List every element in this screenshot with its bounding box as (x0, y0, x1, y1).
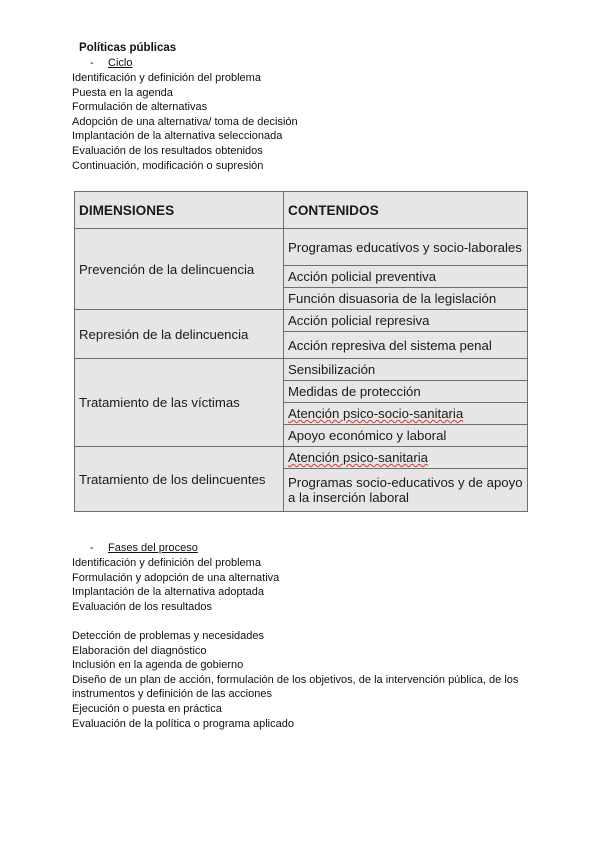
list-item: Detección de problemas y necesidades (72, 630, 265, 642)
table-header-contenidos: CONTENIDOS (284, 192, 528, 229)
list-item: Identificación y definición del problema (72, 72, 261, 84)
dimension-cell: Tratamiento de las víctimas (75, 359, 284, 447)
list-item: Evaluación de la política o programa aplicado (72, 717, 294, 730)
list-item: Identificación y definición del problema (72, 557, 261, 569)
section-heading-fases: Fases del proceso (108, 542, 198, 554)
list-item: Adopción de una alternativa/ toma de decisión (72, 115, 298, 128)
list-item: Continuación, modificación o supresión (72, 159, 264, 172)
list-item: Evaluación de los resultados (72, 600, 213, 613)
content-cell: Acción policial preventiva (284, 266, 528, 288)
content-cell: Programas educativos y socio-laborales (284, 229, 528, 266)
content-cell: Programas socio-educativos y de apoyo a la inserción laboral (284, 469, 528, 512)
detail-list (72, 629, 518, 731)
section-heading-ciclo: Ciclo (108, 57, 133, 69)
content-cell: Sensibilización (284, 359, 528, 381)
list-item: Inclusión en la agenda de gobierno (72, 659, 244, 672)
list-item: Implantación de la alternativa seleccionada (72, 130, 283, 143)
list-item: Evaluación de los resultados obtenidos (72, 144, 263, 157)
content-cell: Función disuasoria de la legislación (284, 288, 528, 310)
list-item: Formulación de alternativas (72, 101, 208, 114)
dimensions-table (74, 191, 528, 512)
content-cell: Medidas de protección (284, 381, 528, 403)
list-item: instrumentos y definición de las acciones (72, 688, 272, 701)
table-header-dimensiones: DIMENSIONES (75, 192, 284, 229)
fases-list (72, 556, 279, 614)
dimension-cell: Represión de la delincuencia (75, 310, 284, 359)
dimension-cell: Tratamiento de los delincuentes (75, 447, 284, 512)
content-cell: Acción represiva del sistema penal (284, 332, 528, 359)
ciclo-list (72, 71, 298, 173)
list-item: Elaboración del diagnóstico (72, 644, 207, 657)
content-cell: Acción policial represiva (284, 310, 528, 332)
list-item: Puesta en la agenda (72, 86, 173, 99)
bullet-dash: - (90, 542, 94, 554)
list-item: Formulación y adopción de una alternativa (72, 571, 280, 584)
content-cell: Apoyo económico y laboral (284, 425, 528, 447)
list-item: Diseño de un plan de acción, formulación de los objetivos, de la intervención pública, de los (72, 673, 519, 686)
list-item: Ejecución o puesta en práctica (72, 702, 222, 715)
bullet-dash: - (90, 57, 94, 69)
content-cell: Atención psico-sanitaria (284, 447, 528, 469)
content-cell: Atención psico-socio-sanitaria (284, 403, 528, 425)
dimension-cell: Prevención de la delincuencia (75, 229, 284, 310)
page-title: Políticas públicas (79, 42, 177, 54)
list-item: Implantación de la alternativa adoptada (72, 586, 265, 599)
